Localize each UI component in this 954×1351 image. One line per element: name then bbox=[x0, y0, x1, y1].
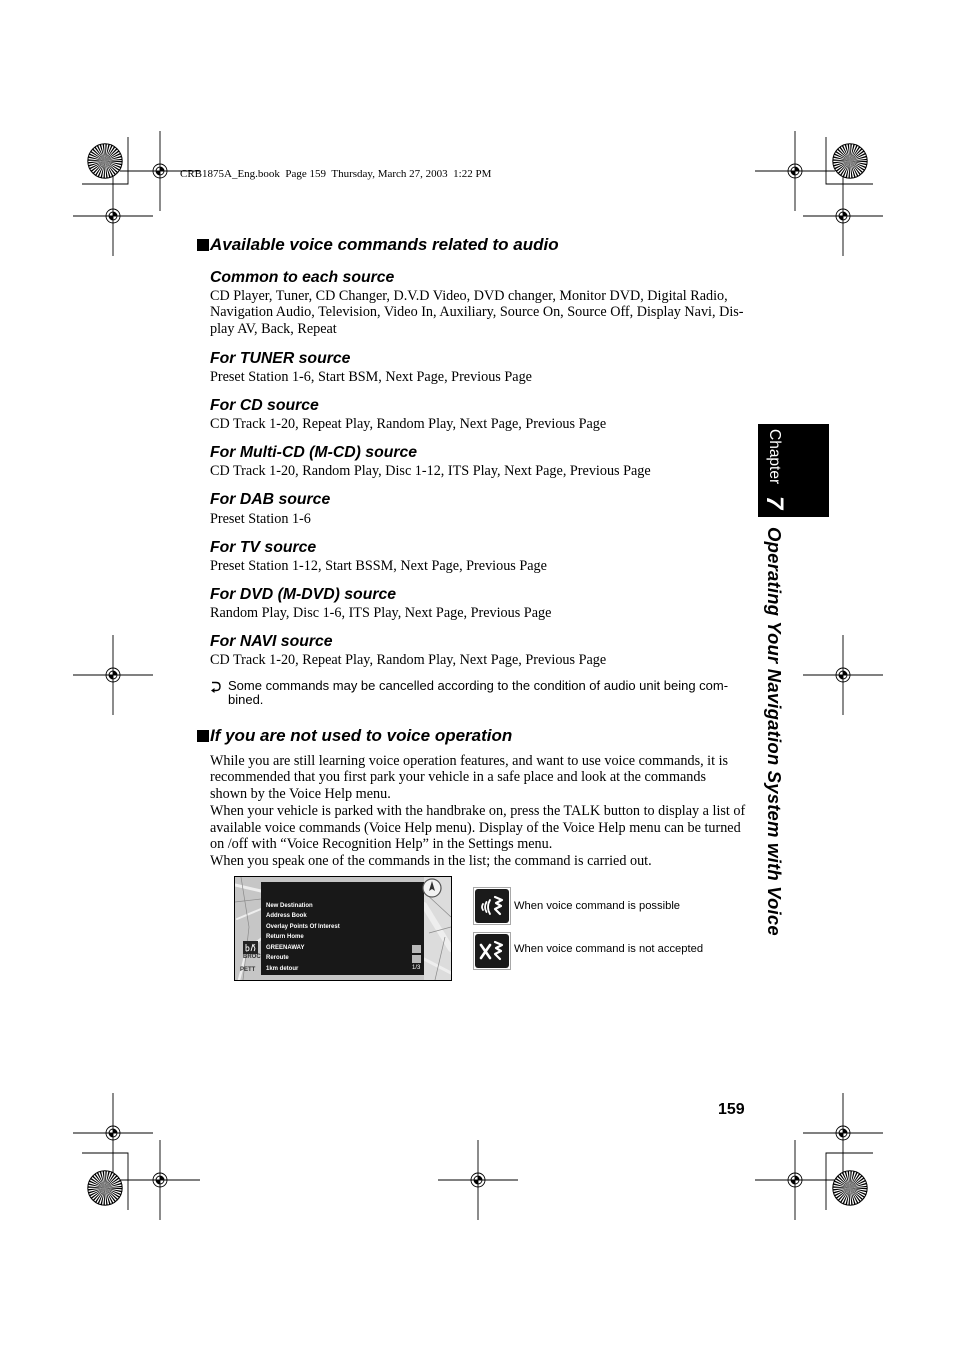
registration-mark bbox=[73, 1093, 153, 1173]
page-number: 159 bbox=[718, 1101, 745, 1118]
legend-icon-cell bbox=[473, 932, 511, 970]
voice-not-accepted-icon bbox=[475, 934, 509, 968]
starburst-mark bbox=[833, 144, 867, 178]
text-line: play AV, Back, Repeat bbox=[210, 321, 337, 338]
text-line: CD Player, Tuner, CD Changer, D.V.D Video, DVD changer, Monitor DVD, Digital Radio, bbox=[210, 287, 728, 304]
cd-commands-text: CD Track 1-20, Repeat Play, Random Play, Next Page, Previous Page bbox=[210, 415, 607, 432]
chapter-label: Chapter bbox=[766, 429, 783, 485]
text-line: Navigation Audio, Television, Video In, Auxiliary, Source On, Source Off, Display Navi, Dis- bbox=[210, 304, 744, 321]
common-commands-text bbox=[210, 288, 744, 338]
text-line: bined. bbox=[228, 692, 264, 707]
multi-cd-commands-text: CD Track 1-20, Random Play, Disc 1-12, ITS Play, Next Page, Previous Page bbox=[210, 462, 651, 479]
chapter-number: 7 bbox=[761, 496, 788, 510]
navi-commands-text: CD Track 1-20, Repeat Play, Random Play, Next Page, Previous Page bbox=[210, 651, 607, 668]
dvd-commands-text: Random Play, Disc 1-6, ITS Play, Next Page, Previous Page bbox=[210, 604, 552, 621]
registration-mark bbox=[438, 1140, 518, 1220]
legend-caption-not-accepted: When voice command is not accepted bbox=[514, 943, 704, 955]
section-title-voice-help bbox=[197, 726, 512, 746]
text-line: available voice commands (Voice Help menu). Display of the Voice Help menu can be turned bbox=[210, 819, 741, 836]
menu-item: 1km detour bbox=[266, 965, 299, 972]
menu-item: Return Home bbox=[266, 934, 304, 941]
subheading-dvd: For DVD (M-DVD) source bbox=[210, 586, 397, 603]
subheading-navi: For NAVI source bbox=[210, 633, 333, 650]
menu-item: Reroute bbox=[266, 955, 289, 962]
registration-mark bbox=[755, 131, 835, 211]
tuner-commands-text: Preset Station 1-6, Start BSM, Next Page, Previous Page bbox=[210, 368, 532, 385]
legend-icon-cell bbox=[473, 887, 511, 925]
voice-possible-icon bbox=[475, 889, 509, 923]
page-indicator: 1/3 bbox=[412, 965, 421, 971]
print-file-info: CRB1875A_Eng.book Page 159 Thursday, March 27, 2003 1:22 PM bbox=[180, 168, 492, 180]
registration-mark bbox=[120, 1140, 200, 1220]
text-line: on /off with “Voice Recognition Help” in the Settings menu. bbox=[210, 836, 553, 853]
map-label: PETT bbox=[240, 967, 256, 973]
registration-mark bbox=[803, 635, 883, 715]
registration-mark bbox=[73, 635, 153, 715]
voice-status-icon bbox=[243, 941, 258, 954]
voice-help-screenshot bbox=[234, 876, 452, 981]
menu-item: New Destination bbox=[266, 902, 313, 909]
heading-square-icon bbox=[197, 730, 209, 742]
voice-help-menu-panel bbox=[261, 882, 424, 975]
registration-mark bbox=[73, 176, 153, 256]
subheading-dab: For DAB source bbox=[210, 491, 331, 508]
subheading-tuner: For TUNER source bbox=[210, 350, 351, 367]
map-label: BROC bbox=[243, 954, 261, 960]
heading-square-icon bbox=[197, 239, 209, 251]
text-line: shown by the Voice Help menu. bbox=[210, 786, 391, 803]
subheading-common: Common to each source bbox=[210, 269, 395, 286]
scroll-up-icon bbox=[412, 945, 421, 953]
starburst-mark bbox=[88, 1171, 122, 1205]
starburst-mark bbox=[88, 144, 122, 178]
section-title-audio-commands bbox=[197, 235, 559, 255]
registration-mark bbox=[803, 1093, 883, 1173]
note-text bbox=[228, 679, 728, 707]
dab-commands-text: Preset Station 1-6 bbox=[210, 510, 311, 527]
voice-help-menu-list bbox=[266, 901, 340, 975]
section-title-text: If you are not used to voice operation bbox=[210, 726, 513, 745]
menu-item: GREENAWAY bbox=[266, 944, 305, 951]
text-line: When you speak one of the commands in the list; the command is carried out. bbox=[210, 853, 652, 870]
text-line: While you are still learning voice operation features, and want to use voice commands, it is bbox=[210, 752, 729, 769]
voice-help-body bbox=[210, 753, 745, 870]
compass-icon bbox=[422, 878, 442, 898]
text-line: recommended that you first park your vehicle in a safe place and look at the commands bbox=[210, 769, 706, 786]
subheading-cd: For CD source bbox=[210, 397, 319, 414]
registration-mark bbox=[755, 1140, 835, 1220]
registration-mark bbox=[803, 176, 883, 256]
tv-commands-text: Preset Station 1-12, Start BSSM, Next Page, Previous Page bbox=[210, 557, 547, 574]
section-title-text: Available voice commands related to audio bbox=[210, 235, 559, 254]
menu-item: Overlay Points Of Interest bbox=[266, 923, 340, 930]
starburst-mark bbox=[833, 1171, 867, 1205]
chapter-title: Operating Your Navigation System with Voice bbox=[764, 527, 785, 936]
legend-caption-possible: When voice command is possible bbox=[514, 900, 681, 912]
note-arrow-icon bbox=[210, 680, 222, 693]
text-line: When your vehicle is parked with the handbrake on, press the TALK button to display a list of bbox=[210, 802, 746, 819]
menu-item: Address Book bbox=[266, 913, 307, 920]
text-line: Some commands may be cancelled according to the condition of audio unit being com- bbox=[228, 678, 729, 693]
subheading-tv: For TV source bbox=[210, 539, 317, 556]
subheading-multi-cd: For Multi-CD (M-CD) source bbox=[210, 444, 418, 461]
scroll-down-icon bbox=[412, 955, 421, 963]
